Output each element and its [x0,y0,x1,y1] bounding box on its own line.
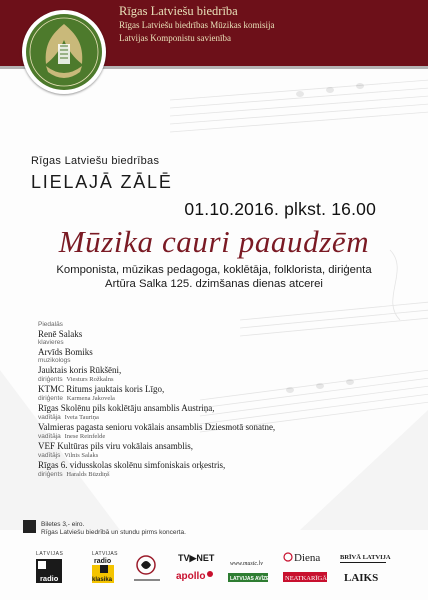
role-label: diriģente [38,395,63,402]
role-label: diriģents [38,471,63,478]
latvijas-radio-logo [36,551,64,583]
diena-logo [284,552,320,564]
event-datetime: 01.10.2016. plkst. 16.00 [184,199,376,219]
emblem-icon [22,10,106,94]
performer-role: muzikologs [38,357,71,364]
performer-role [38,451,338,460]
performer-name: Valmieras pagasta senioru vokālais ansamblis Dziesmotā sonatne, [38,422,276,432]
apollo-label: apollo [176,571,206,582]
org-name: Rīgas Latviešu biedrība [119,4,238,18]
ticket-info: Rīgas Latviešu biedrībā un stundu pirms koncerta. [41,529,186,536]
music-label: www.music.lv [230,561,263,567]
briva-latvija-logo [340,554,391,563]
venue-hall: LIELAJĀ ZĀLĒ [31,172,173,192]
org-subtitle-1: Rīgas Latviešu biedrības Mūzikas komisija [119,20,275,30]
role-person: Viesturs Rožkalns [66,376,114,383]
role-person: Karmena Jakovela [66,395,115,402]
performer-name: Renē Salaks [38,329,83,339]
performer-role [38,394,338,403]
org-subtitle-2: Latvijas Komponistu savienība [119,33,231,43]
avize-label: LATVIJAS AVĪZE [230,576,270,582]
performer-role [38,375,338,384]
venue-intro: Rīgas Latviešu biedrības [31,155,160,167]
performer-role: Piedalās [38,321,63,328]
music-academy-logo [134,556,160,581]
briva-label: BRĪVĀ LATVIJA [340,554,391,561]
performer-name: Rīgas 6. vidusskolas skolēnu simfoniskais orķestris, [38,460,226,470]
role-person: Vilnis Salaks [64,452,99,459]
performer-name: Jauktais koris Rūkšēni, [38,365,122,375]
performers-list [38,321,338,479]
event-subtitle-1: Komponista, mūzikas pedagoga, koklētāja, folklorista, diriģenta [56,264,372,276]
tvnet-label: TV▶NET [178,553,215,563]
performer-role [38,413,338,422]
performer-role [38,470,338,479]
emblem-logo [22,10,106,94]
laiks-label: LAIKS [344,572,379,584]
role-person: Haralds Būzdiņš [66,471,110,478]
role-label: diriģents [38,376,63,383]
svg-text:LATVIJAS: LATVIJAS [36,551,64,557]
role-label: vadītāja [38,414,61,421]
svg-text:LATVIJAS: LATVIJAS [92,551,118,557]
tvnet-logo [176,553,215,582]
music-lv-logo [230,561,263,567]
radio-label: radio [40,574,59,583]
neatkariga-label: NEATKARĪGĀ [285,575,327,582]
diena-label: Diena [294,552,321,564]
ticket-price: Biletes 3,- eiro. [41,521,85,528]
event-title: Mūzika cauri paaudzēm [58,224,370,259]
event-subtitle-2: Artūra Salka 125. dzimšanas dienas atcerei [105,278,323,290]
radio-klasika-logo [92,551,118,583]
neatkariga-logo [283,572,327,582]
performer-name: Rīgas Skolēnu pils koklētāju ansamblis Austriņa, [38,403,215,413]
performer-role [38,432,338,441]
role-label: vadītājs [38,452,61,459]
laiks-logo [344,572,378,584]
performer-role: klavieres [38,339,64,346]
performer-name: Arvīds Bomiks [38,347,93,357]
latvijas-avize-logo [228,573,270,582]
performer-name: VEF Kultūras pils viru vokālais ansamblis, [38,441,193,451]
role-label: vadītāja [38,433,61,440]
tickets-marker [23,520,36,533]
role-person: Iveta Tauriņa [64,414,99,421]
sponsor-logos [0,545,428,600]
role-person: Inese Reinfelde [64,433,106,440]
klasika-label: klasika [92,577,113,583]
performer-name: KTMC Ritums jauktais koris Līgo, [38,384,165,394]
svg-text:radio: radio [94,558,112,565]
